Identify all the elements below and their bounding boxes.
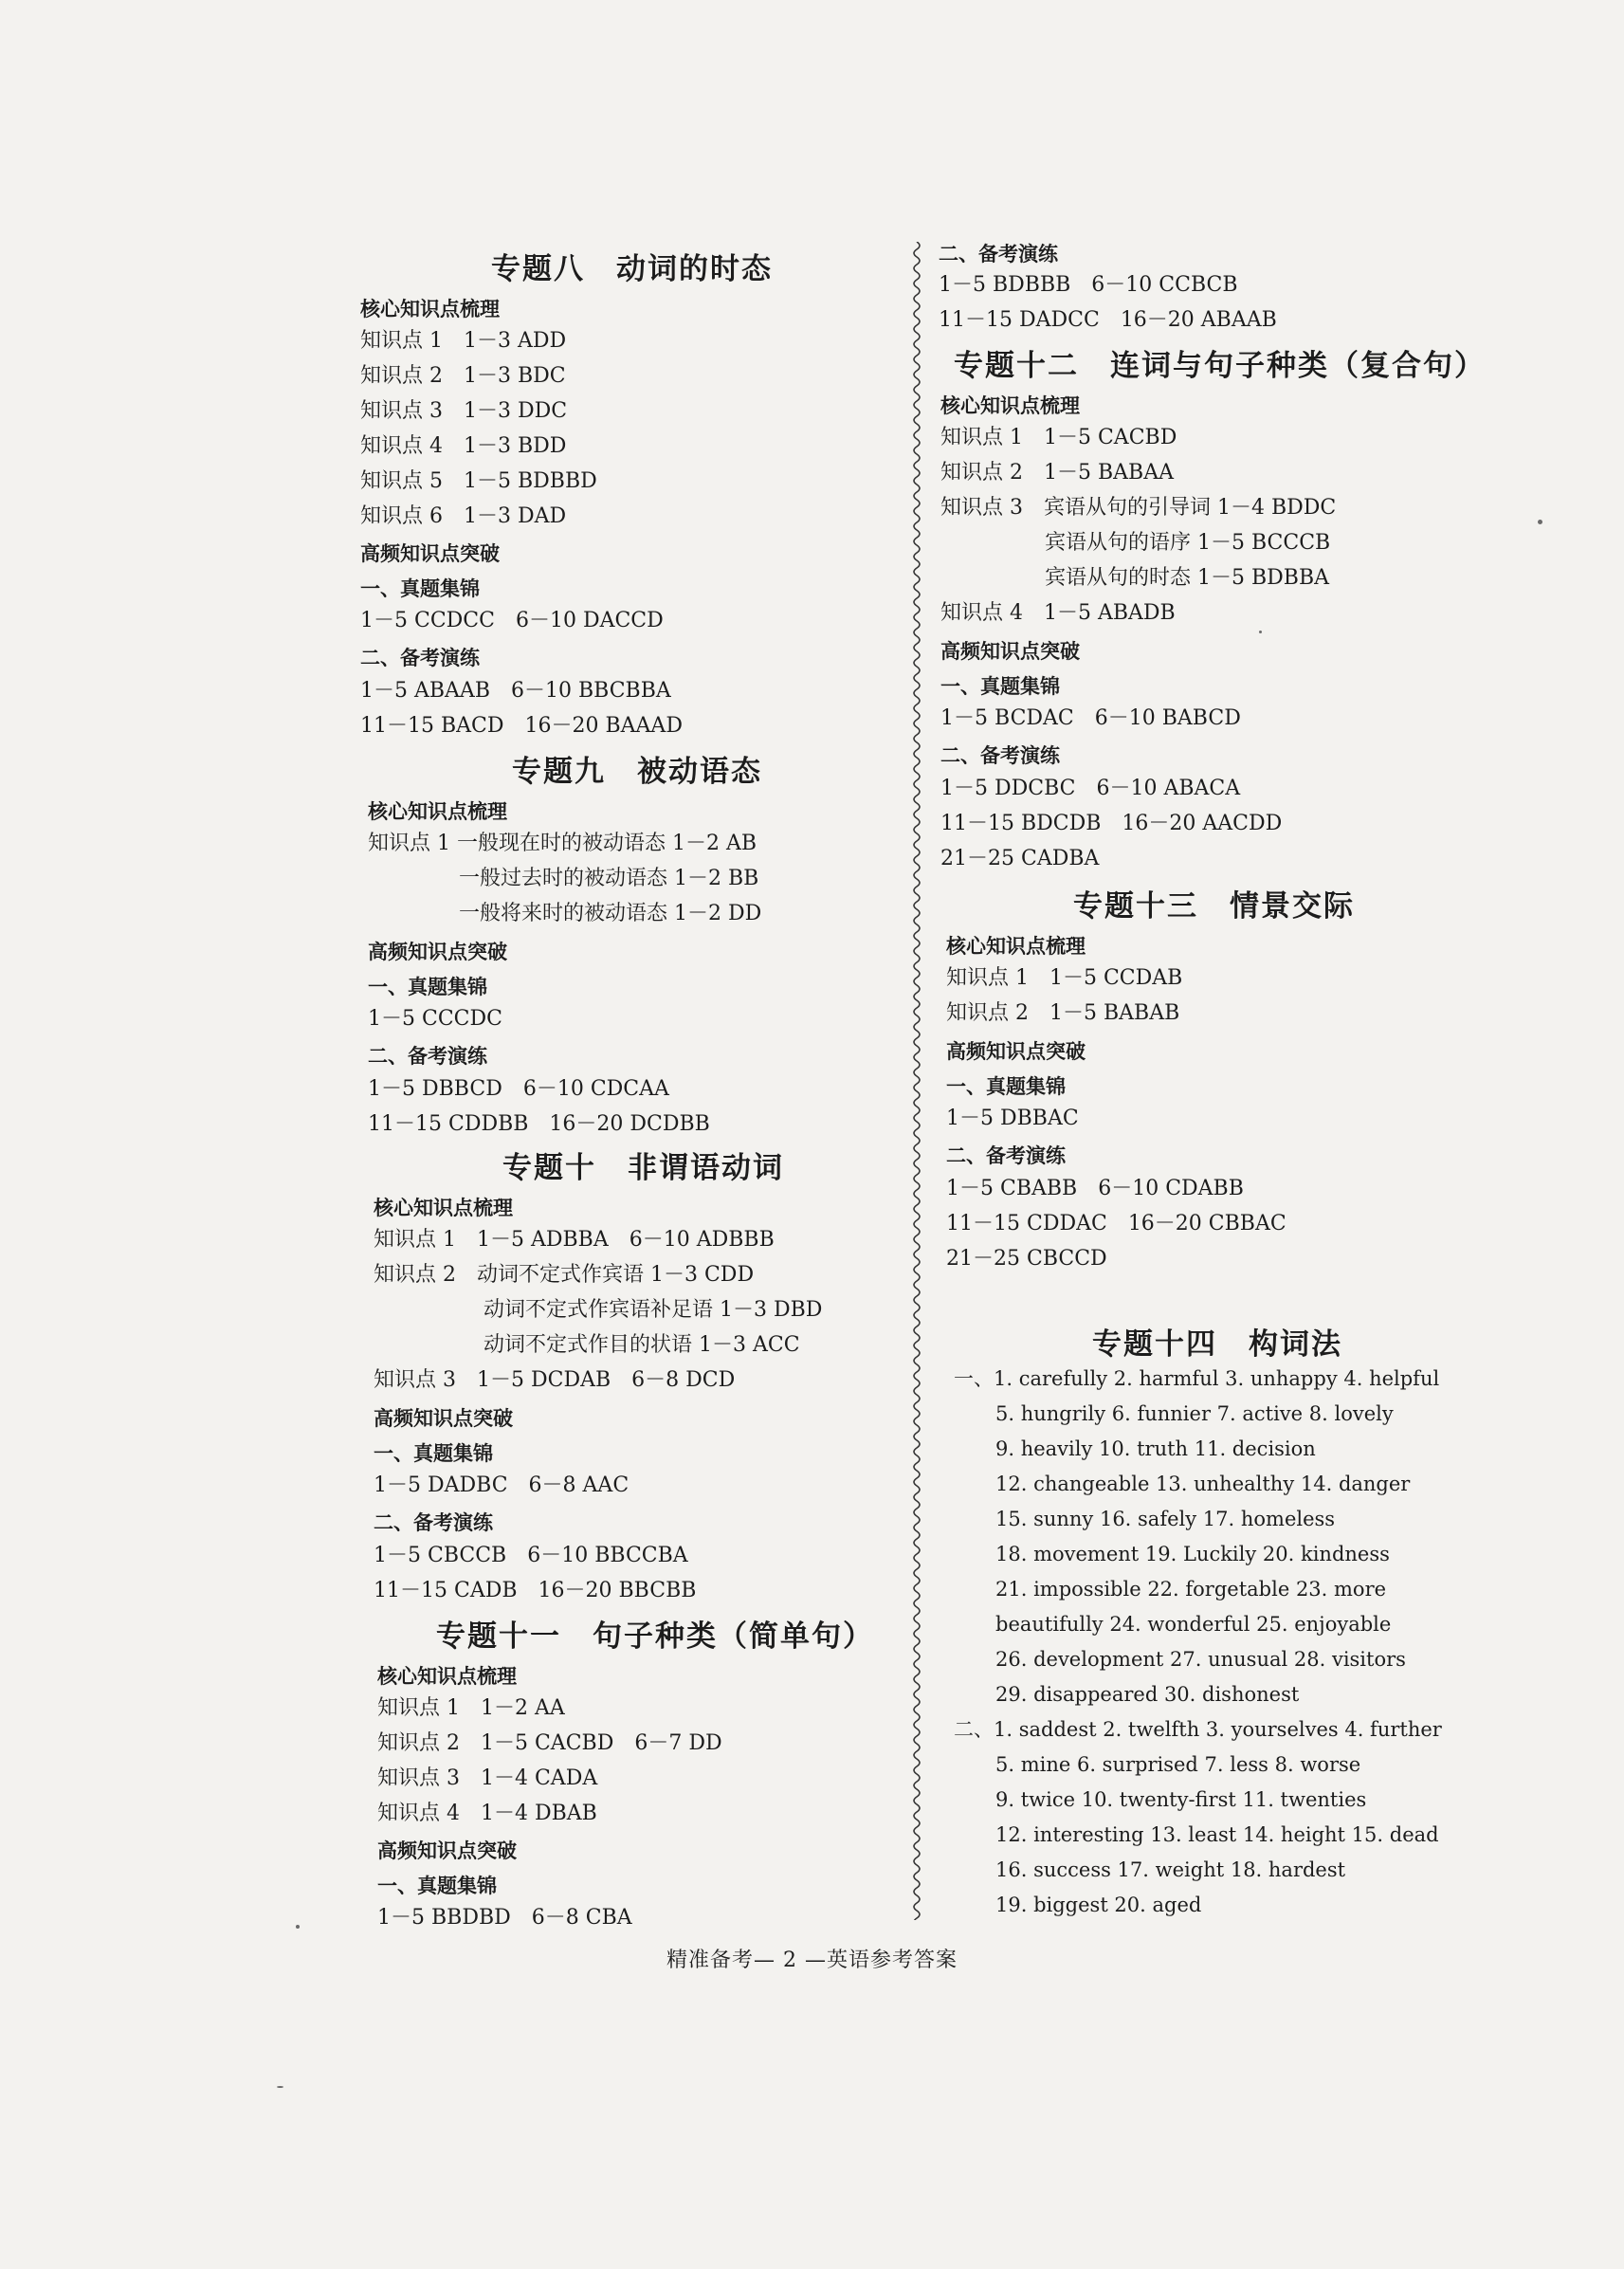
answer-line: 知识点 2 1－5 BABAA (940, 461, 1174, 485)
vocab-line: 二、1. saddest 2. twelfth 3. yourselves 4. further (954, 1718, 1442, 1741)
answer-line: 知识点 4 1－5 ABADB (940, 601, 1176, 625)
answer-line: 11－15 BDCDB 16－20 AACDD (940, 812, 1283, 835)
scan-speck (1259, 631, 1262, 633)
section-heading: 一、真题集锦 (368, 975, 487, 998)
section-heading: 一、真题集锦 (374, 1441, 493, 1465)
answer-line: 11－15 CDDBB 16－20 DCDBB (368, 1112, 710, 1136)
answer-line: 知识点 5 1－5 BDBBD (360, 469, 597, 493)
answer-line: 1－5 CCDCC 6－10 DACCD (360, 609, 664, 632)
vocab-line: 15. sunny 16. safely 17. homeless (995, 1508, 1336, 1530)
section-heading: 一、真题集锦 (940, 674, 1060, 698)
answer-line: 21－25 CADBA (940, 847, 1100, 870)
section-heading: 二、备考演练 (360, 646, 480, 669)
section-heading: 高频知识点突破 (374, 1406, 513, 1430)
section-heading: 高频知识点突破 (377, 1839, 517, 1862)
vocab-line: 9. twice 10. twenty-first 11. twenties (995, 1788, 1367, 1811)
answer-line: 1－5 ABAAB 6－10 BBCBBA (360, 679, 671, 703)
answer-line: 11－15 DADCC 16－20 ABAAB (939, 308, 1277, 332)
answer-line: 知识点 6 1－3 DAD (360, 504, 567, 528)
answer-line: 1－5 DDCBC 6－10 ABACA (940, 777, 1241, 800)
answer-line: 21－25 CBCCD (946, 1247, 1107, 1271)
scan-speck (277, 2086, 283, 2088)
answer-line: 知识点 1 一般现在时的被动语态 1－2 AB (368, 832, 757, 855)
answer-line: 宾语从句的语序 1－5 BCCCB (1045, 531, 1331, 555)
scan-speck (1538, 520, 1542, 524)
vocab-line: beautifully 24. wonderful 25. enjoyable (995, 1613, 1392, 1636)
section-heading: 一、真题集锦 (360, 576, 480, 600)
section-heading: 高频知识点突破 (368, 940, 507, 963)
page-footer: 精准备考— 2 —英语参考答案 (666, 1949, 958, 1972)
answer-line: 知识点 2 1－5 CACBD 6－7 DD (377, 1731, 722, 1755)
answer-line: 知识点 3 1－4 CADA (377, 1766, 598, 1790)
topic-11-title: 专题十一 句子种类（简单句） (436, 1619, 874, 1654)
answer-line: 1－5 BCDAC 6－10 BABCD (940, 706, 1241, 730)
section-heading: 二、备考演练 (946, 1144, 1066, 1167)
answer-line: 1－5 CBCCB 6－10 BBCCBA (374, 1544, 688, 1567)
answer-line: 动词不定式作宾语补足语 1－3 DBD (484, 1298, 823, 1322)
answer-line: 一般将来时的被动语态 1－2 DD (459, 902, 762, 925)
section-heading: 核心知识点梳理 (946, 934, 1086, 958)
answer-line: 1－5 DBBCD 6－10 CDCAA (368, 1077, 669, 1101)
wavy-column-divider (910, 242, 923, 1920)
answer-line: 知识点 3 1－5 DCDAB 6－8 DCD (374, 1368, 736, 1392)
section-heading: 核心知识点梳理 (377, 1664, 517, 1688)
answer-line: 知识点 2 1－3 BDC (360, 364, 566, 388)
topic-12-title: 专题十二 连词与句子种类（复合句） (954, 349, 1486, 383)
answer-line: 1－5 DADBC 6－8 AAC (374, 1473, 630, 1497)
section-heading: 核心知识点梳理 (374, 1196, 513, 1219)
topic-9-title: 专题九 被动语态 (512, 755, 762, 789)
answer-line: 一般过去时的被动语态 1－2 BB (459, 867, 759, 890)
answer-line: 知识点 1 1－3 ADD (360, 329, 567, 353)
section-heading: 二、备考演练 (940, 743, 1060, 767)
section-heading: 核心知识点梳理 (360, 297, 500, 320)
answer-line: 宾语从句的时态 1－5 BDBBA (1045, 566, 1330, 590)
vocab-line: 18. movement 19. Luckily 20. kindness (995, 1543, 1390, 1565)
answer-line: 11－15 CADB 16－20 BBCBB (374, 1579, 697, 1602)
vocab-line: 一、1. carefully 2. harmful 3. unhappy 4. helpful (954, 1367, 1440, 1390)
topic-13-title: 专题十三 情景交际 (1073, 889, 1355, 924)
answer-line: 1－5 DBBAC (946, 1107, 1079, 1130)
answer-line: 知识点 3 1－3 DDC (360, 399, 568, 423)
answer-line: 动词不定式作目的状语 1－3 ACC (484, 1333, 800, 1357)
answer-line: 11－15 BACD 16－20 BAAAD (360, 714, 683, 738)
answer-line: 1－5 BDBBB 6－10 CCBCB (939, 273, 1238, 297)
answer-line: 知识点 1 1－5 CACBD (940, 426, 1177, 449)
answer-line: 1－5 CBABB 6－10 CDABB (946, 1177, 1244, 1200)
vocab-line: 5. hungrily 6. funnier 7. active 8. lovely (995, 1402, 1394, 1425)
answer-line: 知识点 2 动词不定式作宾语 1－3 CDD (374, 1263, 755, 1287)
topic-10-title: 专题十 非谓语动词 (502, 1151, 784, 1185)
section-heading: 核心知识点梳理 (940, 393, 1080, 417)
vocab-line: 21. impossible 22. forgetable 23. more (995, 1578, 1387, 1601)
topic-8-title: 专题八 动词的时态 (491, 252, 773, 286)
vocab-line: 12. interesting 13. least 14. height 15. dead (995, 1823, 1439, 1846)
vocab-line: 9. heavily 10. truth 11. decision (995, 1437, 1316, 1460)
section-heading: 一、真题集锦 (377, 1874, 497, 1897)
vocab-line: 16. success 17. weight 18. hardest (995, 1858, 1346, 1881)
vocab-line: 29. disappeared 30. dishonest (995, 1683, 1300, 1706)
vocab-line: 5. mine 6. surprised 7. less 8. worse (995, 1753, 1361, 1776)
answer-line: 知识点 3 宾语从句的引导词 1－4 BDDC (940, 496, 1337, 520)
answer-line: 11－15 CDDAC 16－20 CBBAC (946, 1212, 1286, 1235)
vocab-line: 19. biggest 20. aged (995, 1894, 1202, 1916)
answer-line: 知识点 1 1－2 AA (377, 1696, 565, 1720)
section-heading: 高频知识点突破 (360, 541, 500, 565)
answer-line: 1－5 CCCDC (368, 1007, 502, 1031)
vocab-line: 12. changeable 13. unhealthy 14. danger (995, 1473, 1411, 1495)
section-heading: 二、备考演练 (374, 1510, 493, 1534)
answer-line: 知识点 2 1－5 BABAB (946, 1001, 1180, 1025)
section-heading: 高频知识点突破 (946, 1039, 1086, 1063)
answer-line: 知识点 4 1－3 BDD (360, 434, 567, 458)
answer-line: 知识点 1 1－5 CCDAB (946, 966, 1183, 990)
section-heading: 核心知识点梳理 (368, 799, 507, 823)
topic-14-title: 专题十四 构词法 (1092, 1327, 1342, 1362)
section-heading: 高频知识点突破 (940, 639, 1080, 663)
scan-speck (296, 1925, 300, 1929)
answer-line: 知识点 4 1－4 DBAB (377, 1802, 597, 1825)
section-heading: 二、备考演练 (368, 1044, 487, 1068)
vocab-line: 26. development 27. unusual 28. visitors (995, 1648, 1406, 1671)
answer-line: 知识点 1 1－5 ADBBA 6－10 ADBBB (374, 1228, 775, 1252)
answer-line: 1－5 BBDBD 6－8 CBA (377, 1906, 632, 1930)
section-heading: 二、备考演练 (939, 242, 1058, 265)
section-heading: 一、真题集锦 (946, 1074, 1066, 1098)
